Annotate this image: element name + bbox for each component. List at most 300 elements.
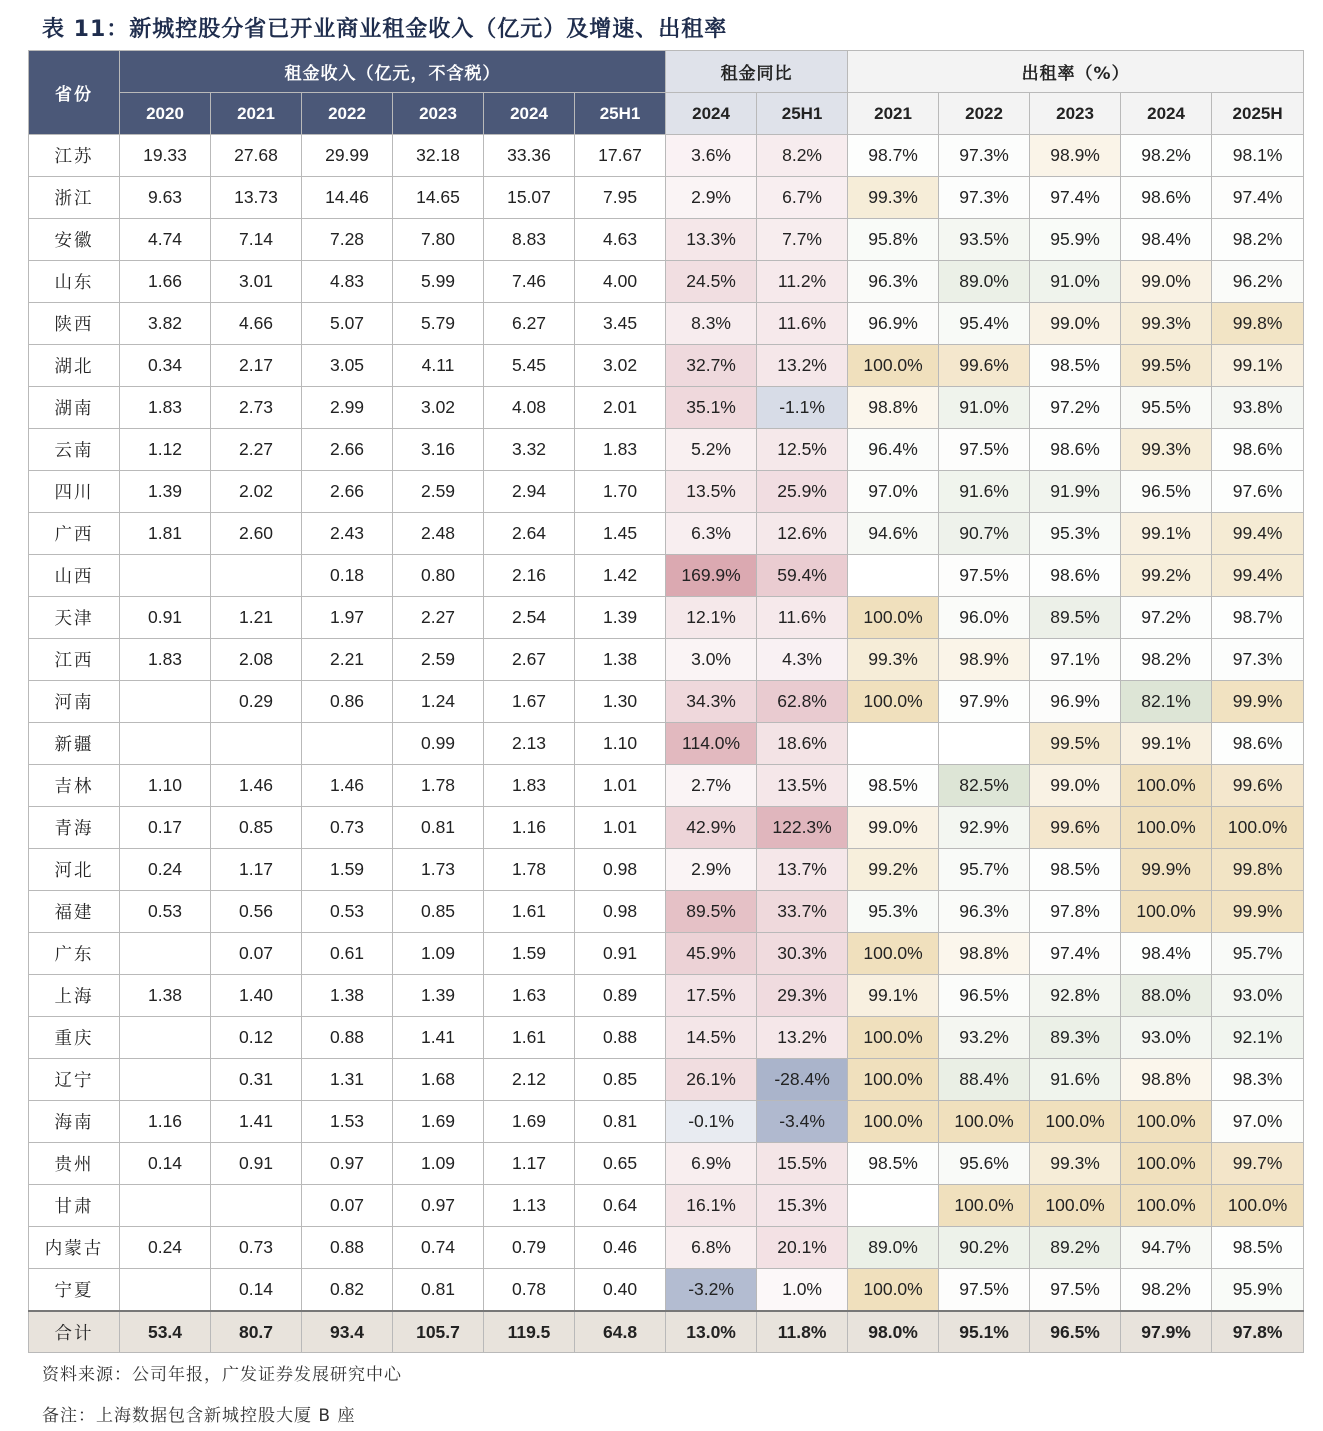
table-header <box>29 51 1304 135</box>
occupancy-cell: 88.0% <box>1121 975 1212 1017</box>
province-name: 重庆 <box>29 1017 120 1059</box>
rent-cell: 1.81 <box>120 513 211 555</box>
rent-cell: 0.99 <box>393 723 484 765</box>
occupancy-cell: 91.0% <box>939 387 1030 429</box>
occupancy-cell: 100.0% <box>1121 1185 1212 1227</box>
province-name: 合计 <box>29 1311 120 1353</box>
table-row <box>29 975 1304 1017</box>
province-name: 云南 <box>29 429 120 471</box>
table-row <box>29 387 1304 429</box>
header-occ-year: 2023 <box>1030 93 1121 135</box>
occupancy-cell: 98.9% <box>1030 135 1121 177</box>
province-name: 吉林 <box>29 765 120 807</box>
rent-cell: 0.88 <box>575 1017 666 1059</box>
rent-cell: 2.27 <box>393 597 484 639</box>
occupancy-cell: 98.7% <box>1212 597 1304 639</box>
occupancy-cell: 99.5% <box>1030 723 1121 765</box>
growth-cell: -3.2% <box>666 1269 757 1312</box>
rent-cell: 119.5 <box>484 1311 575 1353</box>
province-name: 天津 <box>29 597 120 639</box>
table-row <box>29 639 1304 681</box>
occupancy-cell: 99.3% <box>1121 303 1212 345</box>
occupancy-cell: 100.0% <box>1212 1185 1304 1227</box>
rent-cell: 1.42 <box>575 555 666 597</box>
rent-cell: 5.45 <box>484 345 575 387</box>
occupancy-cell: 98.7% <box>848 135 939 177</box>
province-name: 山西 <box>29 555 120 597</box>
table-row <box>29 219 1304 261</box>
rent-cell: 0.81 <box>393 1269 484 1312</box>
header-group-growth: 租金同比 <box>666 51 848 93</box>
rent-cell: 0.73 <box>302 807 393 849</box>
province-name: 青海 <box>29 807 120 849</box>
occupancy-cell: 90.2% <box>939 1227 1030 1269</box>
occupancy-cell: 99.6% <box>1212 765 1304 807</box>
rent-cell: 1.21 <box>211 597 302 639</box>
growth-cell: 12.6% <box>757 513 848 555</box>
header-occ-year: 2021 <box>848 93 939 135</box>
occupancy-cell: 99.9% <box>1121 849 1212 891</box>
growth-cell: 25.9% <box>757 471 848 513</box>
rent-cell: 1.46 <box>211 765 302 807</box>
header-occ-year: 2022 <box>939 93 1030 135</box>
growth-cell: 8.2% <box>757 135 848 177</box>
rent-cell: 0.97 <box>393 1185 484 1227</box>
occupancy-cell: 99.9% <box>1212 681 1304 723</box>
rent-cell: 1.53 <box>302 1101 393 1143</box>
rent-cell: 0.88 <box>302 1227 393 1269</box>
rent-cell: 19.33 <box>120 135 211 177</box>
occupancy-cell: 97.4% <box>1212 177 1304 219</box>
table-row <box>29 1269 1304 1312</box>
occupancy-cell: 98.2% <box>1121 639 1212 681</box>
occupancy-cell: 97.0% <box>848 471 939 513</box>
growth-cell: 3.6% <box>666 135 757 177</box>
source-note: 资料来源：公司年报，广发证券发展研究中心 <box>42 1365 402 1385</box>
rent-cell: 0.88 <box>302 1017 393 1059</box>
rent-cell: 2.21 <box>302 639 393 681</box>
rent-cell: 32.18 <box>393 135 484 177</box>
occupancy-cell: 90.7% <box>939 513 1030 555</box>
rent-cell: 93.4 <box>302 1311 393 1353</box>
occupancy-cell: 95.1% <box>939 1311 1030 1353</box>
rent-cell <box>120 723 211 765</box>
growth-cell: 15.5% <box>757 1143 848 1185</box>
occupancy-cell: 99.4% <box>1212 513 1304 555</box>
occupancy-cell: 98.9% <box>939 639 1030 681</box>
rent-cell: 1.24 <box>393 681 484 723</box>
rent-cell: 1.39 <box>120 471 211 513</box>
table-row <box>29 1017 1304 1059</box>
rent-cell <box>120 1059 211 1101</box>
occupancy-cell: 97.6% <box>1212 471 1304 513</box>
growth-cell: 8.3% <box>666 303 757 345</box>
rent-cell: 3.45 <box>575 303 666 345</box>
growth-cell: 11.6% <box>757 303 848 345</box>
header-group-rent: 租金收入（亿元，不含税） <box>120 51 666 93</box>
rent-cell: 2.27 <box>211 429 302 471</box>
occupancy-cell: 100.0% <box>848 345 939 387</box>
growth-cell: 45.9% <box>666 933 757 975</box>
occupancy-cell: 100.0% <box>848 1017 939 1059</box>
rent-cell: 0.74 <box>393 1227 484 1269</box>
rent-cell: 0.73 <box>211 1227 302 1269</box>
occupancy-cell <box>848 555 939 597</box>
growth-cell: 59.4% <box>757 555 848 597</box>
rent-cell: 1.67 <box>484 681 575 723</box>
occupancy-cell: 100.0% <box>1030 1101 1121 1143</box>
rent-cell: 1.09 <box>393 933 484 975</box>
occupancy-cell: 91.9% <box>1030 471 1121 513</box>
occupancy-cell: 98.2% <box>1121 135 1212 177</box>
rent-cell: 1.09 <box>393 1143 484 1185</box>
rent-cell: 0.07 <box>302 1185 393 1227</box>
rent-cell: 1.16 <box>484 807 575 849</box>
rent-cell: 1.63 <box>484 975 575 1017</box>
occupancy-cell: 99.9% <box>1212 891 1304 933</box>
rent-cell: 2.67 <box>484 639 575 681</box>
rent-cell: 0.98 <box>575 849 666 891</box>
occupancy-cell: 100.0% <box>939 1185 1030 1227</box>
growth-cell: 6.8% <box>666 1227 757 1269</box>
occupancy-cell: 96.4% <box>848 429 939 471</box>
occupancy-cell: 97.5% <box>939 1269 1030 1312</box>
occupancy-cell: 98.5% <box>848 765 939 807</box>
occupancy-cell: 99.1% <box>1121 723 1212 765</box>
table-row <box>29 597 1304 639</box>
rent-cell: 1.61 <box>484 891 575 933</box>
growth-cell: 62.8% <box>757 681 848 723</box>
rent-cell: 1.38 <box>575 639 666 681</box>
occupancy-cell: 95.5% <box>1121 387 1212 429</box>
rent-cell: 4.83 <box>302 261 393 303</box>
header-rent-year: 2023 <box>393 93 484 135</box>
rent-cell: 1.78 <box>484 849 575 891</box>
growth-cell: 7.7% <box>757 219 848 261</box>
occupancy-cell: 98.6% <box>1212 723 1304 765</box>
rent-cell: 5.99 <box>393 261 484 303</box>
occupancy-cell: 95.9% <box>1030 219 1121 261</box>
occupancy-cell: 99.4% <box>1212 555 1304 597</box>
rent-cell: 3.02 <box>393 387 484 429</box>
rent-cell: 1.46 <box>302 765 393 807</box>
growth-cell: 122.3% <box>757 807 848 849</box>
occupancy-cell: 92.1% <box>1212 1017 1304 1059</box>
rent-cell: 15.07 <box>484 177 575 219</box>
growth-cell: 11.6% <box>757 597 848 639</box>
occupancy-cell: 97.5% <box>939 429 1030 471</box>
header-rent-year: 2024 <box>484 93 575 135</box>
growth-cell: 13.2% <box>757 345 848 387</box>
rent-cell: 1.66 <box>120 261 211 303</box>
occupancy-cell: 82.1% <box>1121 681 1212 723</box>
table-row <box>29 471 1304 513</box>
growth-cell: 13.5% <box>666 471 757 513</box>
rent-cell: 1.83 <box>484 765 575 807</box>
occupancy-cell <box>848 1185 939 1227</box>
table-row <box>29 261 1304 303</box>
province-name: 江西 <box>29 639 120 681</box>
occupancy-cell: 100.0% <box>1121 765 1212 807</box>
rent-cell: 4.66 <box>211 303 302 345</box>
occupancy-cell: 98.5% <box>1030 345 1121 387</box>
occupancy-cell: 98.4% <box>1121 933 1212 975</box>
occupancy-cell: 98.8% <box>1121 1059 1212 1101</box>
rent-cell: 1.39 <box>393 975 484 1017</box>
rent-cell: 2.08 <box>211 639 302 681</box>
occupancy-cell: 93.2% <box>939 1017 1030 1059</box>
province-name: 新疆 <box>29 723 120 765</box>
rent-cell: 7.80 <box>393 219 484 261</box>
growth-cell: 26.1% <box>666 1059 757 1101</box>
occupancy-cell: 98.2% <box>1212 219 1304 261</box>
rent-cell: 1.10 <box>120 765 211 807</box>
occupancy-cell: 100.0% <box>848 597 939 639</box>
growth-cell: -28.4% <box>757 1059 848 1101</box>
rent-cell: 7.95 <box>575 177 666 219</box>
occupancy-cell: 98.3% <box>1212 1059 1304 1101</box>
occupancy-cell: 99.0% <box>848 807 939 849</box>
growth-cell: 6.3% <box>666 513 757 555</box>
rent-cell: 1.83 <box>120 639 211 681</box>
growth-cell: 13.7% <box>757 849 848 891</box>
occupancy-cell: 95.8% <box>848 219 939 261</box>
rent-cell: 9.63 <box>120 177 211 219</box>
rent-cell: 1.39 <box>575 597 666 639</box>
rent-cell: 2.02 <box>211 471 302 513</box>
rent-cell: 0.85 <box>393 891 484 933</box>
occupancy-cell: 98.6% <box>1030 429 1121 471</box>
occupancy-cell: 97.3% <box>939 177 1030 219</box>
occupancy-cell: 100.0% <box>1121 1101 1212 1143</box>
province-name: 广西 <box>29 513 120 555</box>
growth-cell: 34.3% <box>666 681 757 723</box>
rent-cell <box>211 555 302 597</box>
occupancy-cell: 97.8% <box>1212 1311 1304 1353</box>
occupancy-cell: 91.6% <box>939 471 1030 513</box>
rent-cell: 0.24 <box>120 1227 211 1269</box>
rent-cell: 0.91 <box>211 1143 302 1185</box>
growth-cell: 17.5% <box>666 975 757 1017</box>
growth-cell: 14.5% <box>666 1017 757 1059</box>
occupancy-cell: 96.2% <box>1212 261 1304 303</box>
rent-cell: 6.27 <box>484 303 575 345</box>
growth-cell: -0.1% <box>666 1101 757 1143</box>
growth-cell: 18.6% <box>757 723 848 765</box>
occupancy-cell: 100.0% <box>848 1059 939 1101</box>
occupancy-cell: 97.3% <box>1212 639 1304 681</box>
total-row <box>29 1311 1304 1353</box>
occupancy-cell: 82.5% <box>939 765 1030 807</box>
growth-cell: 29.3% <box>757 975 848 1017</box>
rent-cell: 7.28 <box>302 219 393 261</box>
rent-cell: 0.31 <box>211 1059 302 1101</box>
occupancy-cell: 98.6% <box>1030 555 1121 597</box>
rent-cell: 2.94 <box>484 471 575 513</box>
occupancy-cell: 97.5% <box>1030 1269 1121 1312</box>
rent-cell: 0.82 <box>302 1269 393 1312</box>
occupancy-cell: 97.3% <box>939 135 1030 177</box>
rent-cell: 0.40 <box>575 1269 666 1312</box>
growth-cell: 4.3% <box>757 639 848 681</box>
occupancy-cell: 99.3% <box>848 177 939 219</box>
occupancy-cell <box>848 723 939 765</box>
province-name: 江苏 <box>29 135 120 177</box>
occupancy-cell: 95.6% <box>939 1143 1030 1185</box>
rent-cell <box>120 681 211 723</box>
rent-cell: 4.63 <box>575 219 666 261</box>
rent-cell: 0.85 <box>211 807 302 849</box>
rent-cell: 0.98 <box>575 891 666 933</box>
occupancy-cell: 97.9% <box>939 681 1030 723</box>
rent-cell: 2.60 <box>211 513 302 555</box>
growth-cell: 30.3% <box>757 933 848 975</box>
rent-cell: 1.59 <box>484 933 575 975</box>
occupancy-cell: 100.0% <box>1121 1143 1212 1185</box>
growth-cell: 35.1% <box>666 387 757 429</box>
rent-cell: 17.67 <box>575 135 666 177</box>
growth-cell: 15.3% <box>757 1185 848 1227</box>
rent-cell: 2.01 <box>575 387 666 429</box>
occupancy-cell: 97.0% <box>1212 1101 1304 1143</box>
rent-cell: 0.61 <box>302 933 393 975</box>
rent-cell: 1.45 <box>575 513 666 555</box>
rent-cell: 2.59 <box>393 471 484 513</box>
rent-cell: 0.81 <box>393 807 484 849</box>
province-name: 贵州 <box>29 1143 120 1185</box>
province-name: 浙江 <box>29 177 120 219</box>
rent-cell: 0.14 <box>120 1143 211 1185</box>
province-name: 内蒙古 <box>29 1227 120 1269</box>
table-row <box>29 849 1304 891</box>
table-row <box>29 135 1304 177</box>
growth-cell: 11.8% <box>757 1311 848 1353</box>
occupancy-cell: 99.0% <box>1121 261 1212 303</box>
rent-cell: 1.10 <box>575 723 666 765</box>
rent-cell: 0.14 <box>211 1269 302 1312</box>
table-row <box>29 1185 1304 1227</box>
occupancy-cell: 91.0% <box>1030 261 1121 303</box>
occupancy-cell: 89.0% <box>939 261 1030 303</box>
province-name: 甘肃 <box>29 1185 120 1227</box>
rent-cell: 0.91 <box>120 597 211 639</box>
table-row <box>29 807 1304 849</box>
occupancy-cell: 98.5% <box>848 1143 939 1185</box>
rent-cell: 2.59 <box>393 639 484 681</box>
header-group-occupancy: 出租率（%） <box>848 51 1304 93</box>
occupancy-cell: 96.9% <box>848 303 939 345</box>
occupancy-cell: 93.0% <box>1212 975 1304 1017</box>
rent-cell: 1.78 <box>393 765 484 807</box>
province-name: 湖北 <box>29 345 120 387</box>
growth-cell: 89.5% <box>666 891 757 933</box>
occupancy-cell: 99.3% <box>1121 429 1212 471</box>
rent-cell: 3.16 <box>393 429 484 471</box>
header-growth-year: 25H1 <box>757 93 848 135</box>
occupancy-cell: 99.3% <box>848 639 939 681</box>
rent-cell: 0.24 <box>120 849 211 891</box>
occupancy-cell: 96.9% <box>1030 681 1121 723</box>
rent-table <box>28 50 1304 1353</box>
header-rent-year: 2021 <box>211 93 302 135</box>
table-row <box>29 429 1304 471</box>
growth-cell: 5.2% <box>666 429 757 471</box>
rent-cell: 4.08 <box>484 387 575 429</box>
province-name: 海南 <box>29 1101 120 1143</box>
occupancy-cell: 94.6% <box>848 513 939 555</box>
rent-cell: 1.41 <box>211 1101 302 1143</box>
rent-cell: 0.97 <box>302 1143 393 1185</box>
rent-cell: 2.12 <box>484 1059 575 1101</box>
growth-cell: 12.1% <box>666 597 757 639</box>
rent-cell: 1.69 <box>484 1101 575 1143</box>
rent-cell: 0.80 <box>393 555 484 597</box>
growth-cell: 24.5% <box>666 261 757 303</box>
rent-cell: 2.66 <box>302 471 393 513</box>
occupancy-cell: 99.8% <box>1212 303 1304 345</box>
rent-cell: 53.4 <box>120 1311 211 1353</box>
table-row <box>29 765 1304 807</box>
growth-cell: 20.1% <box>757 1227 848 1269</box>
rent-cell: 0.86 <box>302 681 393 723</box>
growth-cell: 2.9% <box>666 177 757 219</box>
growth-cell: -3.4% <box>757 1101 848 1143</box>
province-name: 陕西 <box>29 303 120 345</box>
rent-cell: 1.59 <box>302 849 393 891</box>
rent-cell: 14.46 <box>302 177 393 219</box>
rent-cell: 1.41 <box>393 1017 484 1059</box>
occupancy-cell: 98.6% <box>1212 429 1304 471</box>
rent-cell: 3.82 <box>120 303 211 345</box>
occupancy-cell: 97.1% <box>1030 639 1121 681</box>
occupancy-cell: 92.9% <box>939 807 1030 849</box>
rent-cell: 4.11 <box>393 345 484 387</box>
rent-cell: 1.01 <box>575 765 666 807</box>
rent-cell: 7.46 <box>484 261 575 303</box>
rent-cell: 0.56 <box>211 891 302 933</box>
header-occ-year: 2024 <box>1121 93 1212 135</box>
province-name: 广东 <box>29 933 120 975</box>
growth-cell: 13.5% <box>757 765 848 807</box>
growth-cell: 169.9% <box>666 555 757 597</box>
province-name: 四川 <box>29 471 120 513</box>
rent-cell: 2.66 <box>302 429 393 471</box>
occupancy-cell: 92.8% <box>1030 975 1121 1017</box>
occupancy-cell: 100.0% <box>848 1269 939 1312</box>
rent-cell: 1.17 <box>484 1143 575 1185</box>
rent-cell: 5.07 <box>302 303 393 345</box>
rent-cell: 1.68 <box>393 1059 484 1101</box>
growth-cell: 6.7% <box>757 177 848 219</box>
rent-cell: 2.17 <box>211 345 302 387</box>
occupancy-cell: 98.5% <box>1212 1227 1304 1269</box>
rent-cell: 3.02 <box>575 345 666 387</box>
province-name: 河北 <box>29 849 120 891</box>
occupancy-cell: 98.2% <box>1121 1269 1212 1312</box>
rent-cell: 13.73 <box>211 177 302 219</box>
occupancy-cell: 95.4% <box>939 303 1030 345</box>
rent-cell: 0.79 <box>484 1227 575 1269</box>
occupancy-cell: 89.2% <box>1030 1227 1121 1269</box>
rent-cell: 29.99 <box>302 135 393 177</box>
rent-cell: 2.13 <box>484 723 575 765</box>
table-row <box>29 1227 1304 1269</box>
occupancy-cell: 98.8% <box>848 387 939 429</box>
occupancy-cell: 96.5% <box>1121 471 1212 513</box>
occupancy-cell: 96.3% <box>848 261 939 303</box>
occupancy-cell <box>939 723 1030 765</box>
rent-cell: 1.38 <box>302 975 393 1017</box>
